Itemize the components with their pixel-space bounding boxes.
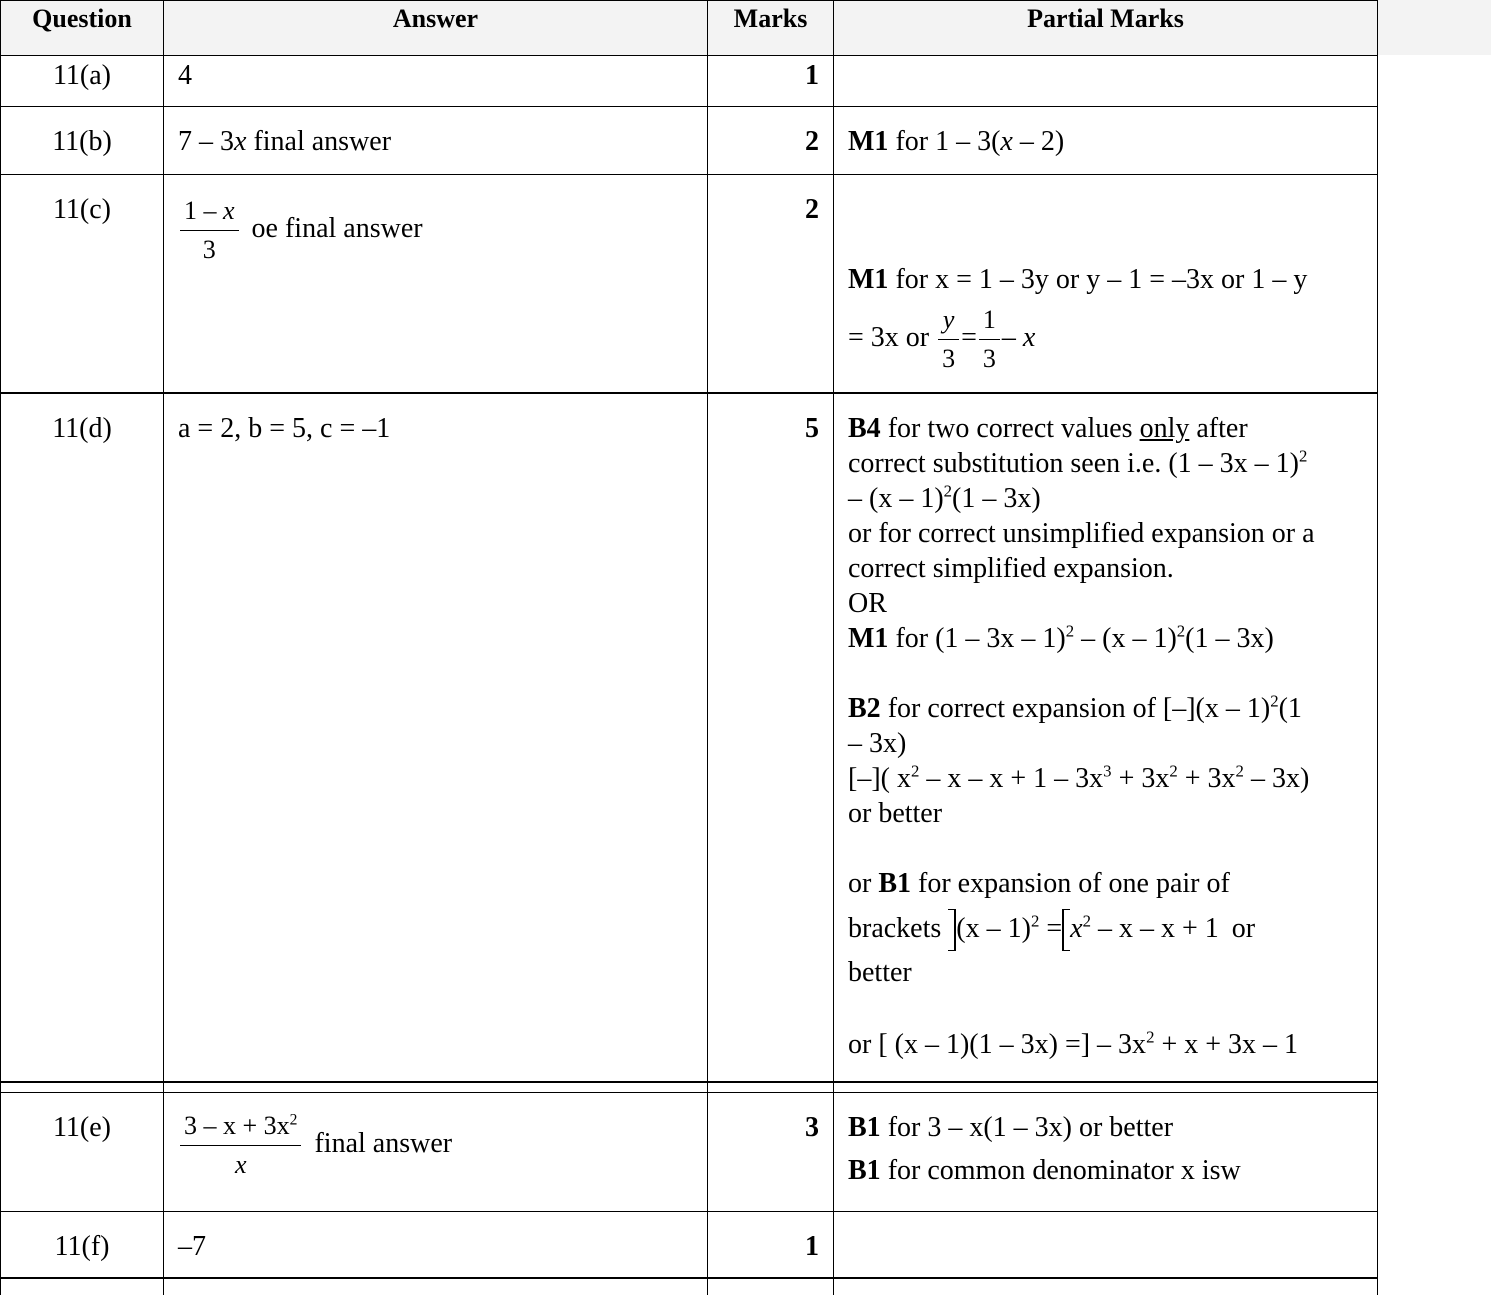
question-number: 11(b): [1, 107, 164, 175]
partial-marks-cell: B4 for two correct values only after correct substitution seen i.e. (1 – 3x – 1)$^2$ – (x – 1)$^2$(1 – 3x) or for correct unsimplified expansion or a correct simplified expansion. OR M1 for (1 – 3x – 1)$^2$ – (x – 1)$^2$(1 – 3x) B2 for correct expansion of [–](x – 1)$^2$(1 – 3x) [–]( $x^2 - x - x + 1 - 3x^3 + 3x^2 + 3x^2 - 3x$) or better or B1 for expansion of one pair of brackets $(x - 1)^2 = x^2 - x - x + 1$ or better or [ (x – 1)(1 – 3x) =] – $3x^2 + x + 3x - 1$: [834, 393, 1378, 1082]
answer-text: final answer: [314, 1127, 453, 1159]
partial-marks-cell: [834, 56, 1378, 107]
question-number: 11(e): [1, 1092, 164, 1211]
equals-sign: =: [961, 321, 977, 353]
partial-text: = 3x or: [848, 321, 937, 353]
question-number: 11(f): [1, 1211, 164, 1278]
mark-code: M1: [848, 264, 889, 295]
answer-cell: 4: [164, 56, 708, 107]
answer-variable: x: [234, 126, 247, 157]
marks-cell: 2: [708, 107, 834, 175]
partial-text: – x: [1001, 321, 1036, 353]
header-marks: Marks: [708, 1, 834, 56]
mark-code: M1: [848, 126, 889, 157]
answer-fraction: [180, 192, 239, 269]
partial-marks-cell: [834, 175, 1378, 393]
partial-marks-cell: [834, 107, 1378, 175]
table-row: [1, 56, 1378, 107]
header-answer: Answer: [164, 1, 708, 56]
partial-text: for x = 1 – 3y or y – 1 = –3x or 1 – y: [888, 264, 1308, 295]
table-row: [1, 175, 1378, 393]
question-number: 11(a): [1, 56, 164, 107]
table-row: [1, 1211, 1378, 1278]
partial-variable: x: [1000, 126, 1013, 157]
header-row: [1, 1, 1378, 56]
table-row: [1, 107, 1378, 175]
answer-cell: [164, 1092, 708, 1211]
partial-marks-cell: [834, 1211, 1378, 1278]
header-question: Question: [1, 1, 164, 56]
fraction-denominator: 3: [202, 235, 216, 264]
answer-text: 7 – 3: [178, 126, 234, 157]
partial-fraction: $\frac{1}{3}$: [979, 301, 1000, 378]
marks-cell: 1: [708, 56, 834, 107]
header-partial-marks: Partial Marks: [834, 1, 1378, 56]
marks-cell: 1: [708, 1211, 834, 1278]
table-end: [1, 1278, 1378, 1295]
partial-fraction: $\frac{y}{3}$: [938, 301, 959, 378]
marks-cell: 2: [708, 175, 834, 393]
question-number: 11(d): [1, 393, 164, 1082]
answer-cell: a = 2, b = 5, c = –1: [164, 393, 708, 1082]
answer-fraction: $\frac{3 - x + 3x^2}{x}$: [180, 1107, 301, 1184]
partial-text: – 2): [1012, 126, 1065, 157]
answer-text: oe final answer: [251, 212, 423, 244]
header-shade: [1376, 0, 1491, 55]
partial-text: for 1 – 3(: [888, 126, 1001, 157]
bracket-right: [1062, 909, 1070, 951]
answer-cell: [164, 107, 708, 175]
question-number: 11(c): [1, 175, 164, 393]
marks-cell: 5: [708, 393, 834, 1082]
row-separator: [1, 1082, 1378, 1093]
table-row: [1, 393, 1378, 1082]
answer-text: final answer: [246, 126, 392, 157]
answer-cell: [164, 175, 708, 393]
partial-marks-cell: B1 for 3 – x(1 – 3x) or better B1 for common denominator x isw: [834, 1092, 1378, 1211]
answer-cell: –7: [164, 1211, 708, 1278]
table-row: [1, 1092, 1378, 1211]
marks-cell: 3: [708, 1092, 834, 1211]
fraction-numerator: 1 – x: [180, 192, 239, 231]
